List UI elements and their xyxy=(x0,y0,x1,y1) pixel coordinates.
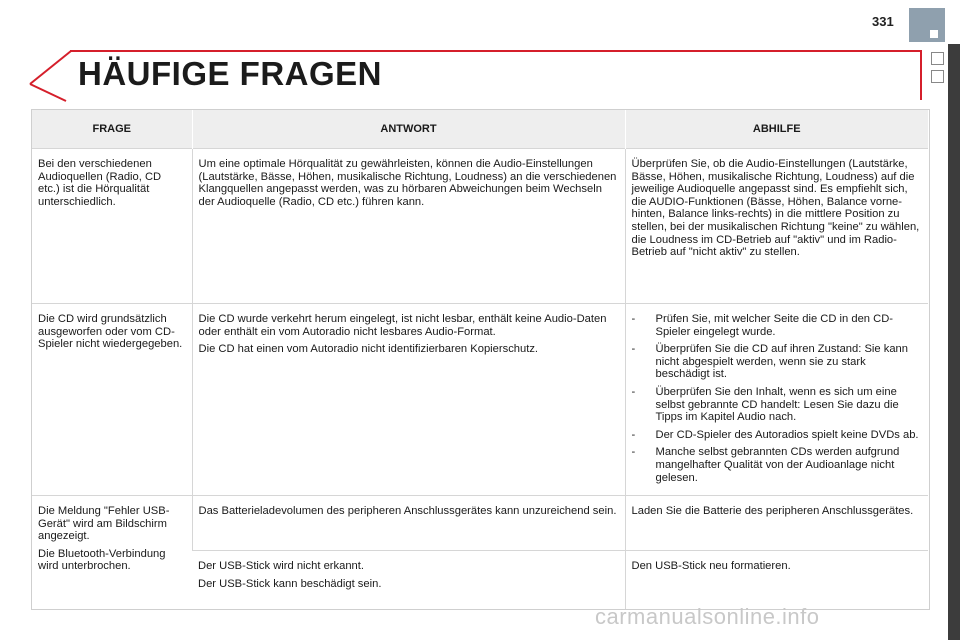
cell-text: Bei den verschiedenen Audioquellen (Radio, CD etc.) ist die Hörqualität unterschiedlich. xyxy=(38,158,162,208)
side-boxes xyxy=(931,52,944,88)
antwort-cell xyxy=(192,496,625,551)
cell-text: Um eine optimale Hörqualität zu gewährleisten, können die Audio-Einstellungen (Lautstärke, Bässe, Höhen, musikalische Richtung, Loudness) an die verschiedenen Klangquellen angepasst werden, was zu hörbaren Abweichungen beim Wechseln der Audioquelle (Radio, CD etc.) führen kann. xyxy=(198,158,617,208)
list-item-text: Überprüfen Sie den Inhalt, wenn es sich um eine selbst gebrannte CD handelt: Lesen Sie dazu die Tipps im Kapitel Audio nach. xyxy=(655,385,899,424)
abhilfe-cell xyxy=(625,149,928,304)
cell-text: Die CD hat einen vom Autoradio nicht identifizierbaren Kopierschutz. xyxy=(198,343,539,356)
abhilfe-cell xyxy=(625,551,928,609)
abhilfe-cell xyxy=(625,496,928,551)
cell-text: Die Meldung "Fehler USB-Gerät" wird am Bildschirm angezeigt. xyxy=(38,505,170,543)
antwort-cell xyxy=(192,149,625,304)
antwort-cell xyxy=(192,551,625,609)
frage-cell xyxy=(32,496,192,609)
list-item xyxy=(632,429,923,442)
faq-table xyxy=(32,110,928,609)
dash-marker: - xyxy=(631,313,636,325)
cell-text: Die Bluetooth-Verbindung wird unterbrochen. xyxy=(38,547,166,573)
side-bar xyxy=(948,44,960,640)
dash-marker: - xyxy=(631,428,636,441)
cell-text: Den USB-Stick neu formatieren. xyxy=(631,560,791,572)
list-item-text: Prüfen Sie, mit welcher Seite die CD in den CD-Spieler eingelegt wurde. xyxy=(655,313,894,338)
header-accent-line xyxy=(70,50,920,52)
list-item xyxy=(632,343,923,381)
table-row xyxy=(32,304,928,496)
cell-text: Laden Sie die Batterie des peripheren Anschlussgerätes. xyxy=(631,505,914,517)
antwort-cell xyxy=(192,304,625,496)
cell-text: Das Batterieladevolumen des peripheren Anschlussgerätes kann unzureichend sein. xyxy=(198,505,617,517)
table-header-row xyxy=(32,110,928,149)
page-number: 331 xyxy=(872,14,894,29)
table-row xyxy=(32,149,928,304)
header-accent-vline xyxy=(920,50,922,100)
list-item xyxy=(632,313,923,338)
page-title: HÄUFIGE FRAGEN xyxy=(78,55,382,92)
dash-marker: - xyxy=(631,446,636,459)
dash-marker: - xyxy=(631,385,636,398)
list-item-text: Der CD-Spieler des Autoradios spielt keine DVDs ab. xyxy=(655,428,919,441)
watermark: carmanualsonline.info xyxy=(595,604,820,629)
header-antwort: ANTWORT xyxy=(192,110,625,149)
cell-text: Die CD wurde verkehrt herum eingelegt, ist nicht lesbar, enthält keine Audio-Daten oder enthält ein vom Autoradio nicht lesbares Audio-Format. xyxy=(198,313,607,338)
tab-square-icon xyxy=(930,30,938,38)
cell-text: Die CD wird grundsätzlich ausgeworfen oder vom CD-Spieler nicht wiedergegeben. xyxy=(38,313,183,351)
list-item-text: Manche selbst gebrannten CDs werden aufgrund mangelhafter Qualität von der Audioanlage nicht gelesen. xyxy=(655,446,900,484)
header-abhilfe: ABHILFE xyxy=(625,110,928,149)
table-row xyxy=(32,496,928,551)
cell-text: Überprüfen Sie, ob die Audio-Einstellungen (Lautstärke, Bässe, Höhen, musikalische Richtung, Loudness) auf die jeweilige Audioquelle angepasst sind. Es empfiehlt sich, die AUDIO-Funktionen (Bässe, Höhen, Balance vorne-hinten, Balance links-rechts) in die mittlere Position zu stellen, bei der musikalischen Richtung "keine" zu wählen, die Loudness im CD-Betrieb auf "aktiv" und im Radio-Betrieb auf "nicht aktiv" zu stellen. xyxy=(631,158,920,259)
checkbox-icon xyxy=(931,52,944,65)
header-frage: FRAGE xyxy=(32,110,192,149)
abhilfe-cell xyxy=(625,304,928,496)
cell-text: Der USB-Stick kann beschädigt sein. xyxy=(198,577,382,590)
frage-cell xyxy=(32,304,192,496)
list-item-text: Überprüfen Sie die CD auf ihren Zustand: Sie kann nicht abgespielt werden, wenn sie zu stark beschädigt ist. xyxy=(655,343,908,381)
list-item xyxy=(632,386,923,424)
chapter-tab xyxy=(909,8,945,42)
abhilfe-list xyxy=(632,313,923,484)
cell-text: Der USB-Stick wird nicht erkannt. xyxy=(198,560,364,572)
frage-cell xyxy=(32,149,192,304)
dash-marker: - xyxy=(631,343,636,356)
list-item xyxy=(632,446,923,484)
checkbox-icon xyxy=(931,70,944,83)
